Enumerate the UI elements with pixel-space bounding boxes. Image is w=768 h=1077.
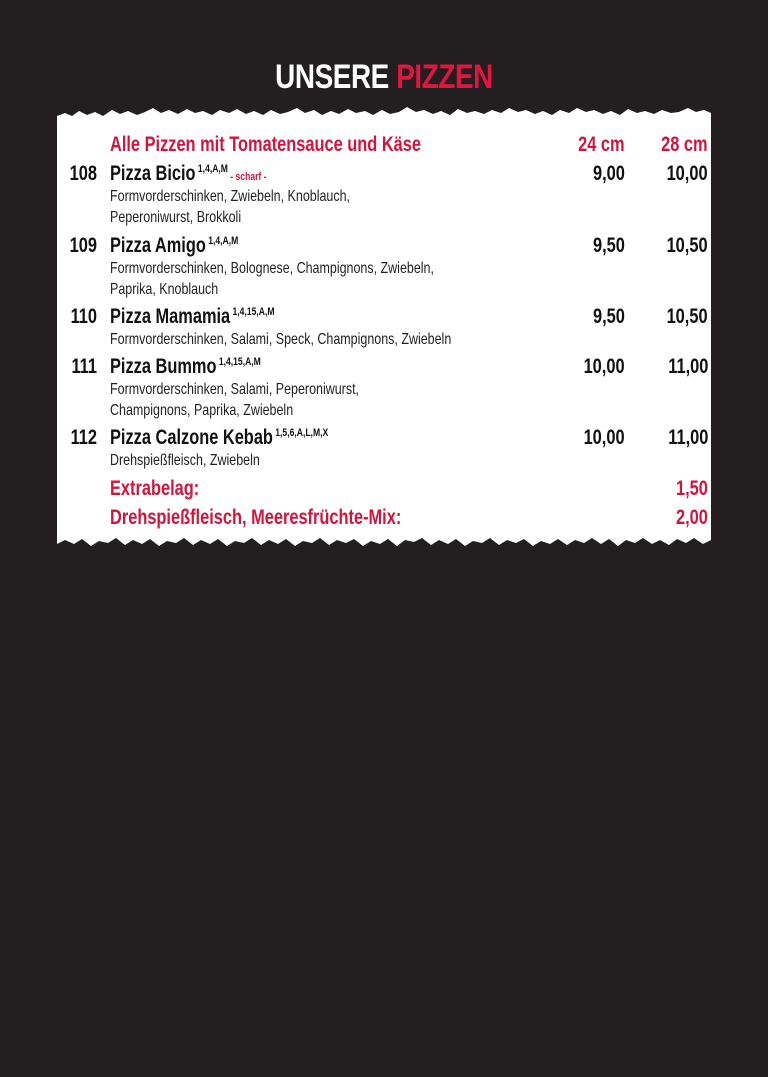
column-header-24cm: 24 cm xyxy=(578,133,625,156)
item-number: 112 xyxy=(70,426,97,449)
item-description-line-1: Formvorderschinken, Salami, Speck, Champignons, Zwiebeln xyxy=(110,331,452,348)
item-description xyxy=(110,258,434,300)
item-number: 110 xyxy=(70,305,97,328)
item-description-line-2: Paprika, Knoblauch xyxy=(110,281,219,298)
item-price-28cm: 10,50 xyxy=(667,305,708,328)
item-name-text: Pizza Amigo xyxy=(110,234,206,257)
item-description xyxy=(110,329,451,350)
item-name-text: Pizza Mamamia xyxy=(110,305,231,328)
extra-label: Drehspießfleisch, Meeresfrüchte-Mix: xyxy=(110,506,402,529)
menu-content xyxy=(57,102,711,550)
item-name-text: Pizza Bummo xyxy=(110,355,217,378)
item-description xyxy=(110,379,359,421)
item-description-line-1: Formvorderschinken, Salami, Peperoniwurst, xyxy=(110,381,360,398)
item-price-28cm: 10,00 xyxy=(667,162,708,185)
item-description-line-1: Drehspießfleisch, Zwiebeln xyxy=(110,452,260,469)
item-description xyxy=(110,450,260,471)
item-name xyxy=(110,162,267,186)
item-description xyxy=(110,186,350,228)
item-price-24cm: 9,00 xyxy=(593,162,625,185)
item-price-28cm: 10,50 xyxy=(667,234,708,257)
item-number: 108 xyxy=(69,162,97,185)
item-description-line-1: Formvorderschinken, Zwiebeln, Knoblauch, xyxy=(110,188,351,205)
item-price-24cm: 10,00 xyxy=(584,426,625,449)
page-title xyxy=(69,58,699,97)
item-name xyxy=(110,426,328,450)
item-name-text: Pizza Bicio xyxy=(110,162,196,185)
item-allergens: 1,4,15,A,M xyxy=(232,306,275,318)
item-allergens: 1,4,A,M xyxy=(197,163,228,175)
section-header: Alle Pizzen mit Tomatensauce und Käse xyxy=(110,133,422,156)
item-number: 111 xyxy=(71,355,97,378)
title-part-2: PIZZEN xyxy=(396,58,493,96)
item-name xyxy=(110,355,261,379)
item-note: - scharf - xyxy=(230,171,267,183)
extra-label: Extrabelag: xyxy=(110,477,200,500)
item-allergens: 1,4,15,A,M xyxy=(218,356,261,368)
item-description-line-2: Champignons, Paprika, Zwiebeln xyxy=(110,402,294,419)
item-price-24cm: 9,50 xyxy=(593,234,625,257)
column-header-28cm: 28 cm xyxy=(661,133,708,156)
extra-price: 1,50 xyxy=(676,477,708,500)
item-name xyxy=(110,234,238,258)
extra-price: 2,00 xyxy=(676,506,708,529)
item-price-24cm: 9,50 xyxy=(593,305,625,328)
item-allergens: 1,4,A,M xyxy=(208,235,239,247)
item-number: 109 xyxy=(69,234,97,257)
item-price-28cm: 11,00 xyxy=(667,426,708,449)
item-price-28cm: 11,00 xyxy=(667,355,708,378)
item-price-24cm: 10,00 xyxy=(584,355,625,378)
item-name xyxy=(110,305,274,329)
menu-paper xyxy=(57,102,711,550)
item-name-text: Pizza Calzone Kebab xyxy=(110,426,273,449)
item-description-line-1: Formvorderschinken, Bolognese, Champignons, Zwiebeln, xyxy=(110,260,434,277)
item-allergens: 1,5,6,A,L,M,X xyxy=(275,427,329,439)
item-description-line-2: Peperoniwurst, Brokkoli xyxy=(110,209,242,226)
title-part-1: UNSERE xyxy=(275,58,389,96)
